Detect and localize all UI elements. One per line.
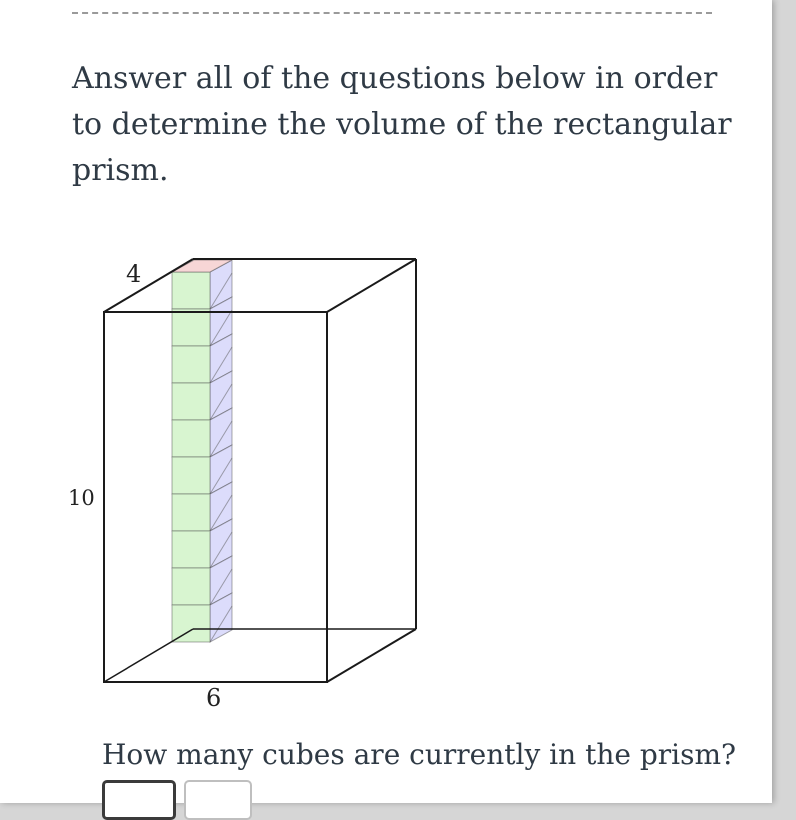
prism-edge bbox=[327, 259, 416, 312]
height-label: 10 bbox=[68, 486, 95, 510]
width-label: 6 bbox=[206, 684, 222, 712]
cube-front-face bbox=[172, 457, 210, 494]
prism-edge bbox=[327, 629, 416, 682]
cube-front-face bbox=[172, 272, 210, 309]
instructions-text: Answer all of the questions below in order to determine the volume of the rectangular prism. bbox=[72, 61, 732, 188]
cube-front-face bbox=[172, 383, 210, 420]
answer-secondary-box[interactable] bbox=[184, 780, 252, 820]
question-prompt: How many cubes are currently in the prism? bbox=[102, 738, 737, 771]
cube-front-face bbox=[172, 568, 210, 605]
cube-front-face bbox=[172, 346, 210, 383]
cube-front-face bbox=[172, 420, 210, 457]
cube-front-face bbox=[172, 494, 210, 531]
prism-outline bbox=[104, 259, 416, 682]
answer-input[interactable] bbox=[102, 780, 176, 820]
depth-label: 4 bbox=[126, 260, 142, 288]
cube-front-face bbox=[172, 605, 210, 642]
cube-column bbox=[172, 260, 232, 642]
cube-front-face bbox=[172, 309, 210, 346]
prism-edge bbox=[104, 629, 193, 682]
cube-front-face bbox=[172, 531, 210, 568]
